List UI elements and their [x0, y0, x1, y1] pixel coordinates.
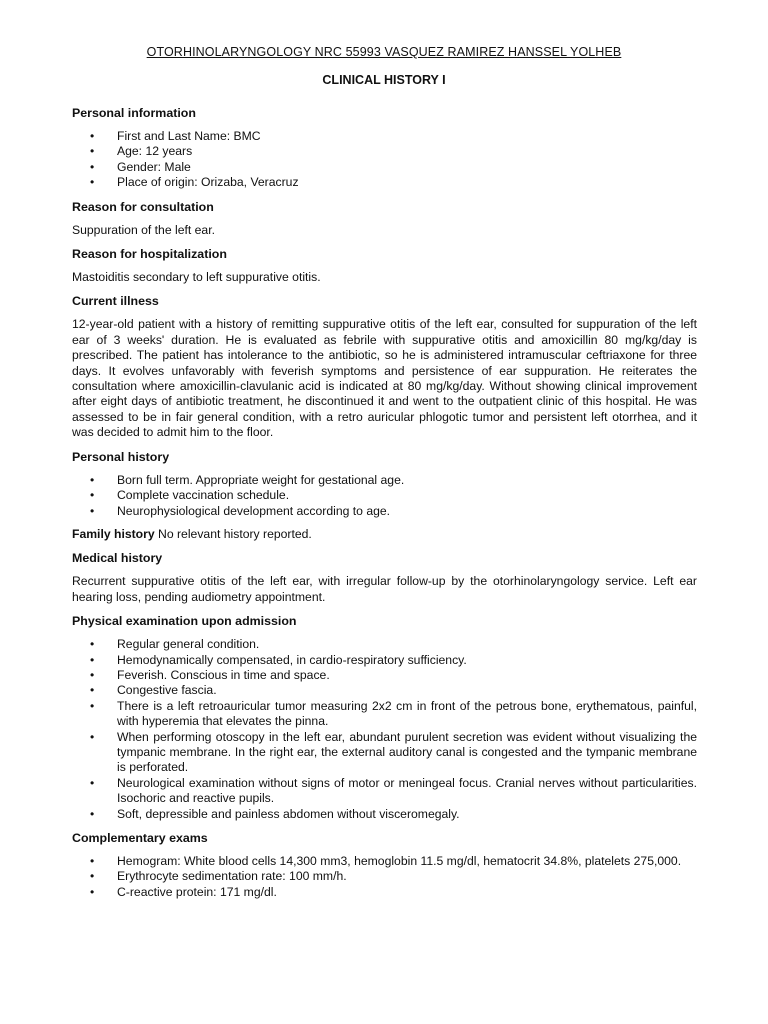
section-heading-personal-history: Personal history	[72, 449, 170, 464]
course-header: OTORHINOLARYNGOLOGY NRC 55993 VASQUEZ RAMIREZ HANSSEL YOLHEB	[146, 45, 622, 59]
list-item: • First and Last Name: BMC	[72, 129, 697, 144]
reason-consultation-text: Suppuration of the left ear.	[72, 222, 215, 237]
reason-hospitalization-text: Mastoiditis secondary to left suppurative otitis.	[72, 270, 321, 285]
list-item: • When performing otoscopy in the left ear, abundant purulent secretion was evident without visualizing the tympanic membrane. In the right ear, the external auditory canal is congested and the tympanic membrane is perforated.	[72, 730, 697, 776]
physical-exam-list	[72, 637, 697, 822]
medical-history-text: Recurrent suppurative otitis of the left ear, with irregular follow-up by the otorhinolaryngology service. Left ear hearing loss, pending audiometry appointment.	[72, 574, 697, 604]
section-heading-complementary-exams: Complementary exams	[72, 831, 208, 845]
list-item: • Gender: Male	[72, 160, 697, 175]
list-item: • C-reactive protein: 171 mg/dl.	[72, 885, 697, 900]
list-item: • Complete vaccination schedule.	[72, 488, 697, 503]
section-heading-current-illness: Current illness	[72, 294, 159, 309]
list-item: • Erythrocyte sedimentation rate: 100 mm/h.	[72, 869, 697, 884]
personal-information-list	[72, 129, 697, 191]
current-illness-text: 12-year-old patient with a history of remitting suppurative otitis of the left ear, consulted for suppuration of the left ear of 3 weeks' duration. He is evaluated as febrile with suppurative otitis and amoxicillin 80 mg/kg/day is prescribed. The patient has intolerance to the antibiotic, so he is administered intramuscular ceftriaxone for three days. It evolves unfavorably with feverish symptoms and persistence of ear suppuration. He reiterates the consultation where amoxicillin-clavulanic acid is indicated at 80 mg/kg/day. Without showing clinical improvement after eight days of antibiotic treatment, he discontinued it and went to the outpatient clinic of this hospital. He was assessed to be in fair general condition, with a retro auricular phlogotic tumor and persistent left otorrhea, and it was decided to admit him to the floor.	[72, 317, 697, 440]
complementary-exams-list	[72, 854, 697, 900]
document-title: CLINICAL HISTORY I	[322, 73, 446, 87]
family-history-text: No relevant history reported.	[158, 526, 312, 541]
section-heading-family-history: Family history	[72, 526, 155, 541]
section-heading-medical-history: Medical history	[72, 551, 163, 566]
list-item: • Neurophysiological development according to age.	[72, 504, 697, 519]
list-item: • There is a left retroauricular tumor measuring 2x2 cm in front of the petrous bone, erythematous, painful, with hyperemia that elevates the pinna.	[72, 699, 697, 730]
list-item: • Neurological examination without signs of motor or meningeal focus. Cranial nerves without particularities. Isochoric and reactive pupils.	[72, 776, 697, 807]
section-heading-physical-exam: Physical examination upon admission	[72, 614, 297, 629]
list-item: • Hemogram: White blood cells 14,300 mm3, hemoglobin 11.5 mg/dl, hematocrit 34.8%, platelets 275,000.	[72, 854, 697, 869]
section-heading-reason-hospitalization: Reason for hospitalization	[72, 247, 227, 262]
family-history-paragraph	[72, 527, 697, 542]
list-item: • Congestive fascia.	[72, 683, 697, 698]
list-item: • Hemodynamically compensated, in cardio-respiratory sufficiency.	[72, 653, 697, 668]
personal-history-list	[72, 473, 697, 519]
list-item: • Age: 12 years	[72, 144, 697, 159]
section-heading-personal-information: Personal information	[72, 106, 196, 120]
list-item: • Soft, depressible and painless abdomen without visceromegaly.	[72, 807, 697, 822]
list-item: • Born full term. Appropriate weight for gestational age.	[72, 473, 697, 488]
list-item: • Regular general condition.	[72, 637, 697, 652]
section-heading-reason-consultation: Reason for consultation	[72, 199, 214, 214]
list-item: • Place of origin: Orizaba, Veracruz	[72, 175, 697, 190]
list-item: • Feverish. Conscious in time and space.	[72, 668, 697, 683]
document-body	[72, 105, 697, 908]
